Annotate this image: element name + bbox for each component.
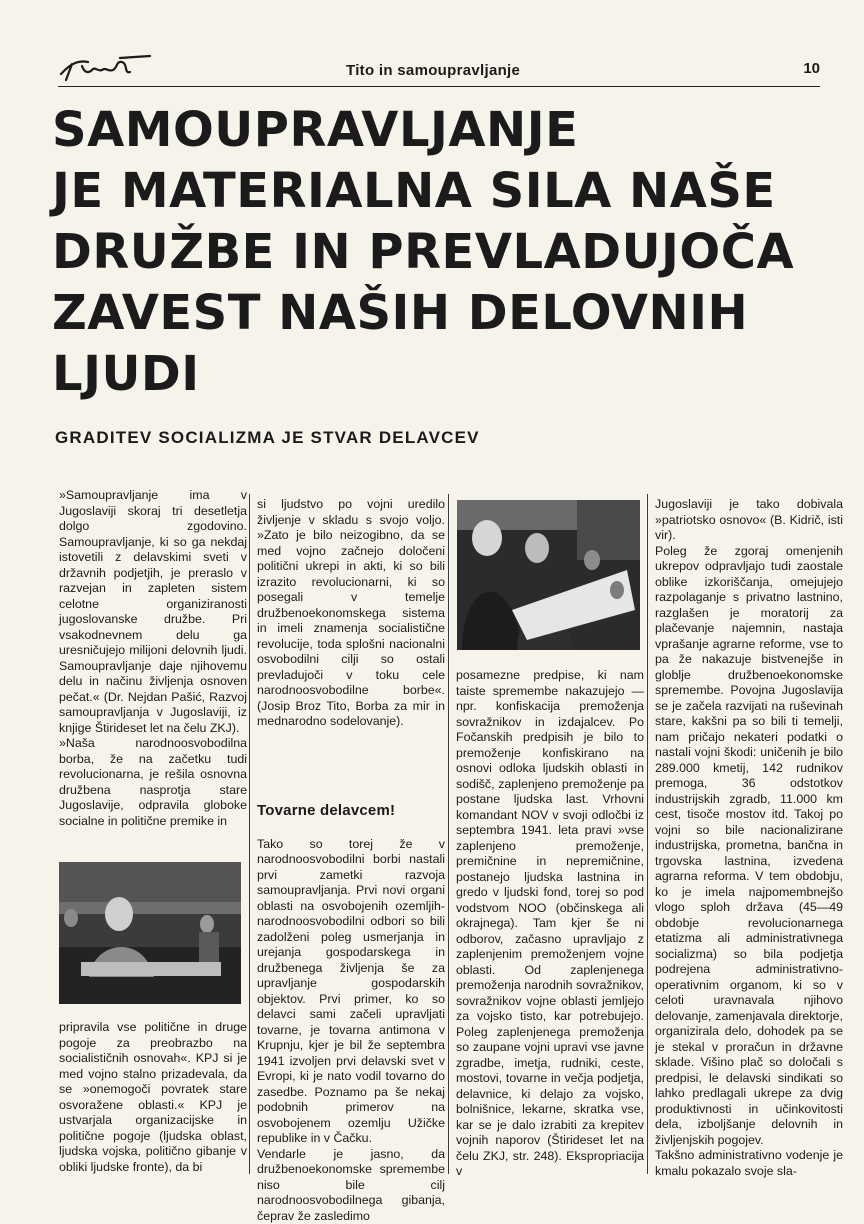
headline-line: SAMOUPRAVLJANJE: [52, 100, 842, 161]
paragraph: Takšno administrativno vodenje je kmalu pokazalo svoje sla-: [655, 1148, 843, 1179]
paragraph: Jugoslaviji je tako dobivala »patriotsko osnovo« (B. Kidrič, isti vir).: [655, 497, 843, 544]
article-column-2: [257, 497, 445, 730]
paragraph: »Samoupravljanje ima v Jugoslaviji skoraj tri desetletja dolgo zgodovino. Samoupravljanje, ki so ga nekdaj istovetili z delavskimi sveti v državnih podjetjih, je preraslo v razvejan in zapleten sistem celotne organiziranosti jugoslovanske družbe. Pri vsakodnevnem delu ga uresničujejo milijoni delovnih ljudi. Samoupravljanje daje njihovemu delu in načinu življenja osnoven pečat.« (Dr. Nejdan Pašić, Razvoj samoupravljanja v Jugoslaviji, iz knjige Štirideset let na čelu ZKJ).: [59, 488, 247, 736]
section-heading: Tovarne delavcem!: [257, 803, 445, 819]
paragraph: si ljudstvo po vojni uredilo življenje v skladu s svojo voljo. »Zato je bilo neizogibno, da se med vojno začnejo določeni politični ukrepi in akti, ki so bili izrazito revolucionarni, ki so posegali v temelje družbenoekonomskega sistema in imeli znamenja socialistične revolucije, toda splošni nacionalni osvobodilni cilji so ostali prevladujoči v toku cele narodnoosvobodilne borbe«. (Josip Broz Tito, Borba za mir in mednarodno sodelovanje).: [257, 497, 445, 730]
headline-line: JE MATERIALNA SILA NAŠE: [52, 161, 842, 222]
column-divider: [647, 494, 648, 1174]
article-column-1-continued: [59, 1020, 247, 1175]
page-header: [58, 52, 820, 87]
article-column-4: [655, 497, 843, 1179]
headline: [52, 100, 842, 405]
column-divider: [249, 494, 250, 1174]
paragraph: posamezne predpise, ki nam taiste spremembe nakazujejo — npr. konfiskacija premoženja sovražnikov in izdajalcev. Po Fočanskih predpisih je bilo to premoženje konfiskirano na osnovi odloka ljudskih oblasti in sodišč, zaplenjeno premoženje pa postane ljudska last. Vrhovni komandant NOV v svoji odločbi iz septembra 1941. leta pravi »vse zaplenjeno premoženje, premičnine in nepremičnine, postanejo ljudska lastnina in gredo v ljudski fond, torej so pod vodstvom NOO (občinskega ali okrajnega). Tam kjer še ni odborov, začasno upravljajo z zaplenjenim premoženjem vojne oblasti. Od zaplenjenega premoženja narodnih sovražnikov, sovražnikov vojne oblasti jemljejo za vojsko tisto, kar potrebujejo. Poleg zaplenjenega premoženja so zaupane vojni upravi vse javne zgradbe, imetja, rudniki, ceste, mostovi, tovarne in večja podjetja, delavnice, ki delajo za vojsko, bolnišnice, lekarne, skratka vse, kar se je dalo izrabiti za krepitev vojnih naporov (Štirideset let na čelu ZKJ, str. 248). Ekspropriacija v: [456, 668, 644, 1180]
paragraph: Tako so torej že v narodnoosvobodilni borbi nastali prvi zametki razvoja samoupravljanja. Prvi novi organi oblasti na osvobojenih ozemljih-narodnoosvobodilni odbori so bili zadolženi poleg usmerjanja in urejanja gospodarskega in družbenega življenja še za upravljanje gospodarskih objektov. Prvi primer, ko so delavci sami začeli upravljati tovarne, je tovarna antimona v Krupnju, kjer je bil že septembra 1941 izvoljen prvi delavski svet v Evropi, ki je nato vodil tovarno do zasedbe. Poznamo pa še nekaj podobnih primerov na osvobojenem ozemlju Užičke republike in v Čačku.: [257, 837, 445, 1147]
headline-line: DRUŽBE IN PREVLADUJOČA: [52, 222, 842, 283]
photo-tito-at-desk: [59, 862, 241, 1004]
page-number: 10: [803, 60, 820, 77]
headline-line: ZAVEST NAŠIH DELOVNIH: [52, 283, 842, 344]
running-title: Tito in samoupravljanje: [346, 62, 520, 79]
column-divider: [448, 494, 449, 1174]
subheadline: GRADITEV SOCIALIZMA JE STVAR DELAVCEV: [55, 428, 480, 448]
article-column-2-section: [257, 803, 445, 1224]
signature-logo: [58, 52, 153, 84]
article-column-1: [59, 488, 247, 829]
article-column-3: [456, 668, 644, 1180]
paragraph: Vendarle je jasno, da družbenoekonomske spremembe niso bile cilj narodnoosvobodilnega gibanja, čeprav že zasledimo: [257, 1147, 445, 1224]
paragraph: »Naša narodnoosvobodilna borba, že na začetku tudi revolucionarna, je rešila osnovna družbena nasprotja stare Jugoslavije, odpravila globoke socialne in politične premike in: [59, 736, 247, 829]
paragraph: pripravila vse politične in druge pogoje za preobrazbo na socialističnih osnovah«. KPJ si je med vojno stalno prizadevala, da se »onemogoči povratek stare osvoražene oblasti.« KPJ je ustvarjala organizacijske in politične pogoje (ljudska oblast, ljudska vojska, politično gibanje v obliki ljudske fronte), da bi: [59, 1020, 247, 1175]
photo-tito-reading-document: [457, 500, 640, 650]
paragraph: Poleg že zgoraj omenjenih ukrepov odpravljajo tudi zaostale oblike izkoriščanja, omejujejo razpolaganje s privatno lastnino, razglašen je moratorij za plačevanje najemnin, nastaja vprašanje agrarne reforme, vse to pa že nakazuje bistvenejše in globlje družbenoekonomske spremembe. Povojna Jugoslavija se je začela razvijati na ruševinah stare, kakšni pa so bili ti temelji, nam pričajo nekateri podatki o nastali vojni škodi: uničenih je bilo 289.000 kmetij, 142 rudnikov premoga, 36 odstotkov industrijskih zgradb, 11.000 km cest, tisoče mostov itd. Takoj po vojni so bile nacionalizirane industrijska, prometna, bančna in trgovska lastnina, izvedena agrarna reforma. V tem obdobju, ko je imela najpomembnejšo vlogo sploh država (45—49 obdobje revolucionarnega etatizma ali administrativnega socializma) so bila podjetja podrejena administrativno-operativnim organom, ki so v celoti uravnavala njihovo delovanje, zamenjavala direktorje, organizirala delo, dohodek pa se je stekal v proračun in državne sklade. Višino plač so določali s predpisi, le delavski sindikati so lahko predlagali ukrepe za dvig produktivnosti in učinkovitosti dela, izboljšanje delovnih in življenjskih pogojev.: [655, 544, 843, 1149]
headline-line: LJUDI: [52, 344, 842, 405]
